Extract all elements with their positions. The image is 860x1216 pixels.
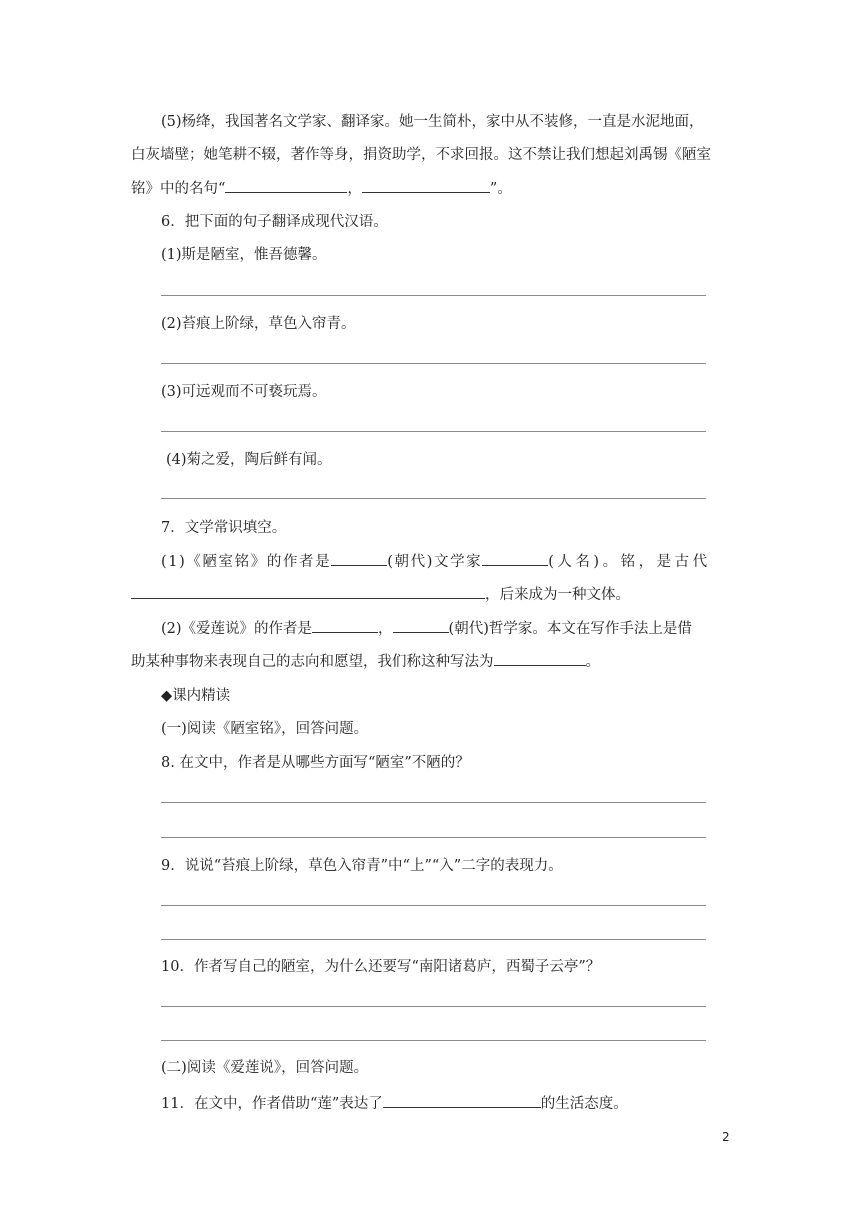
answer-line[interactable] xyxy=(161,1006,706,1007)
q6-sentence-4: (4)菊之爱，陶后鲜有闻。 xyxy=(166,452,332,468)
q7-part-1-line-2 xyxy=(131,584,630,605)
fill-blank[interactable] xyxy=(393,618,449,633)
q7-p2-text-a: (2)《爱莲说》的作者是 xyxy=(161,621,313,637)
q7-p1-text-b: (朝代)文学家 xyxy=(387,554,483,570)
fill-blank[interactable] xyxy=(362,178,490,193)
q7-p2-text-e: 。 xyxy=(585,654,600,670)
q6-title: 6．把下面的句子翻译成现代汉语。 xyxy=(161,214,388,230)
q7-p2-text-d: 助某种事物来表现自己的志向和愿望，我们称这种写法为 xyxy=(131,654,494,670)
fill-blank[interactable] xyxy=(331,551,387,566)
q6-sentence-2: (2)苔痕上阶绿，草色入帘青。 xyxy=(161,316,356,332)
q5-line-1: (5)杨绛，我国著名文学家、翻译家。她一生简朴，家中从不装修，一直是水泥地面， xyxy=(161,114,704,130)
q7-p1-text-a: (1)《陋室铭》的作者是 xyxy=(161,554,332,570)
fill-blank[interactable] xyxy=(225,178,347,193)
q7-part-1-line-1 xyxy=(161,551,711,572)
q10-text: 10．作者写自己的陋室，为什么还要写“南阳诸葛庐，西蜀子云亭”？ xyxy=(161,959,601,975)
part-1-heading: (一)阅读《陋室铭》，回答问题。 xyxy=(161,721,369,737)
q7-part-2-line-2 xyxy=(131,651,600,672)
answer-line[interactable] xyxy=(161,295,706,296)
q9-text: 9．说说“苔痕上阶绿，草色入帘青”中“上”“入”二字的表现力。 xyxy=(161,858,563,874)
answer-line[interactable] xyxy=(161,905,706,906)
q7-p2-text-c: (朝代)哲学家。本文在写作手法上是借 xyxy=(448,621,692,637)
q7-p2-text-b: ， xyxy=(378,621,393,637)
q11-text-b: 的生活态度。 xyxy=(540,1096,628,1112)
q5-line-3-text-a: 铭》中的名句“ xyxy=(131,181,226,197)
answer-line[interactable] xyxy=(161,363,706,364)
q5-line-3-text-c: ”。 xyxy=(489,181,512,197)
answer-line[interactable] xyxy=(161,802,706,803)
fill-blank[interactable] xyxy=(383,1093,541,1108)
fill-blank[interactable] xyxy=(312,618,378,633)
q6-sentence-1: (1)斯是陋室，惟吾德馨。 xyxy=(161,247,327,263)
fill-blank[interactable] xyxy=(494,651,586,666)
page-number: 2 xyxy=(722,1130,730,1144)
q5-line-3-text-b: ， xyxy=(347,181,362,197)
q7-part-2-line-1 xyxy=(161,618,692,639)
part-2-heading: (二)阅读《爱莲说》，回答问题。 xyxy=(161,1060,369,1076)
answer-line[interactable] xyxy=(161,431,706,432)
fill-blank[interactable] xyxy=(482,551,548,566)
section-heading: ◆课内精读 xyxy=(161,688,231,704)
q7-p1-text-d: ，后来成为一种文体。 xyxy=(485,587,630,603)
q7-title: 7．文学常识填空。 xyxy=(161,520,287,536)
answer-line[interactable] xyxy=(161,837,706,838)
q5-line-3 xyxy=(131,178,512,199)
q6-sentence-3: (3)可远观而不可亵玩焉。 xyxy=(161,384,327,400)
q11-text xyxy=(161,1093,628,1114)
q5-line-2: 白灰墙壁；她笔耕不辍，著作等身，捐资助学，不求回报。这不禁让我们想起刘禹锡《陋室 xyxy=(131,147,711,163)
q8-text: 8. 在文中，作者是从哪些方面写“陋室”不陋的？ xyxy=(161,755,470,771)
answer-line[interactable] xyxy=(161,939,706,940)
fill-blank[interactable] xyxy=(131,584,485,599)
answer-line[interactable] xyxy=(161,498,706,499)
answer-line[interactable] xyxy=(161,1040,706,1041)
q7-p1-text-c: (人名)。铭，是古代 xyxy=(548,554,711,570)
q11-text-a: 11．在文中，作者借助“莲”表达了 xyxy=(161,1096,383,1112)
